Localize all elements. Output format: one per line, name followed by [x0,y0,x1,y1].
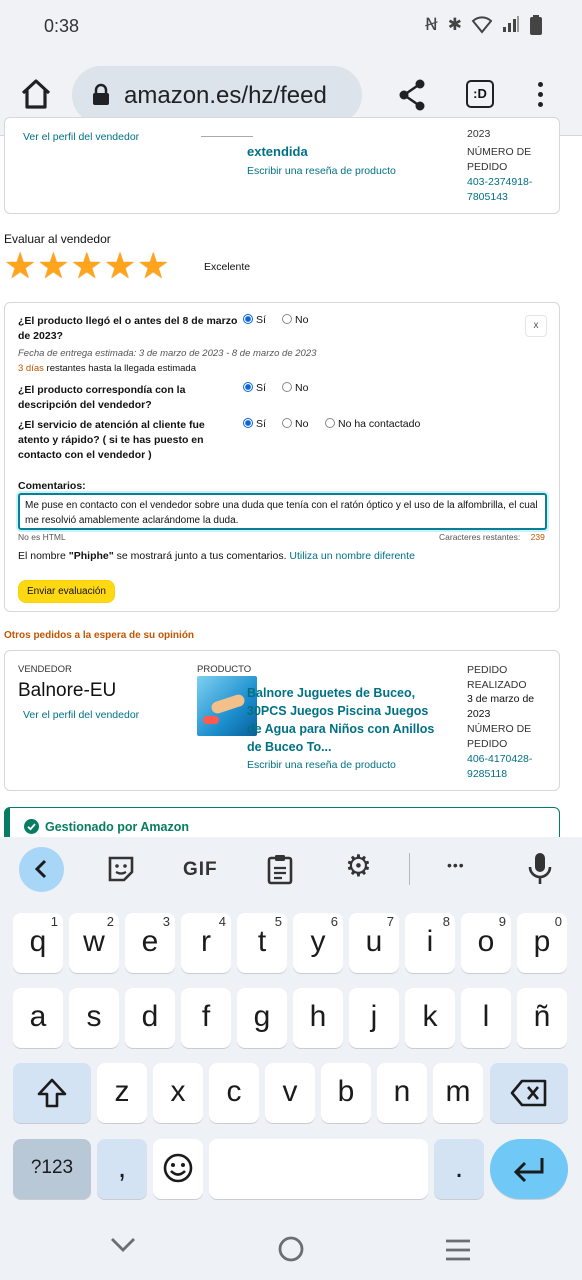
key-y[interactable] [293,913,343,973]
key-letter: y [310,925,326,958]
key-e[interactable] [125,913,175,973]
nfc-icon: Ꞥ [425,15,438,34]
q2-no-label: No [295,382,309,394]
product-image-edge [201,136,253,137]
star-icon[interactable]: ★ [4,245,37,286]
q3-no-label: No [295,418,309,430]
lock-icon [92,84,110,106]
write-review-link[interactable]: Escribir una reseña de producto [247,759,396,771]
key-letter: p [533,925,551,958]
order-number-link[interactable]: 406-4170428-9285118 [467,753,533,780]
managed-label: Gestionado por Amazon [45,820,189,834]
question-service: ¿El servicio de atención al cliente fue atento y rápido? ( si te has puesto en contacto con el vendedor ) [18,419,205,461]
radio-unselected[interactable] [325,418,335,428]
comments-label: Comentarios: [18,480,86,492]
enter-arrow-icon [512,1154,546,1184]
keyboard [0,903,582,1210]
order-card-top [4,117,560,214]
write-review-link[interactable]: Escribir una reseña de producto [247,165,396,177]
q2-no-option[interactable] [282,382,308,394]
key-number-hint: 3 [162,914,170,929]
radio-selected[interactable] [243,382,253,392]
bluetooth-icon: ✱ [447,15,462,34]
key-x[interactable]: x [153,1063,203,1123]
change-name-link[interactable]: Utiliza un nombre diferente [289,550,415,562]
toolbar-divider [409,853,410,885]
rate-seller-heading: Evaluar al vendedor [4,232,111,246]
feedback-form [4,302,560,612]
keyboard-toolbar [0,837,582,903]
q3-yes-option[interactable] [243,418,266,430]
q2-yes-label: Sí [256,382,266,394]
days-remaining-count: 3 días [18,363,44,374]
key-letter: u [365,925,383,958]
system-nav-bar [0,1210,582,1280]
backspace-key[interactable] [490,1063,568,1123]
radio-unselected[interactable] [282,418,292,428]
more-menu-icon[interactable] [530,80,550,110]
product-title-link[interactable]: Balnore Juguetes de Buceo, 30PCS Juegos Piscina Juegos de Agua para Niños con Anillos de Buceo To... [247,686,435,754]
collapse-toolbar-button[interactable] [19,847,64,892]
order-date: 3 de marzo de 2023 [467,693,535,720]
key-number-hint: 5 [274,914,282,929]
key-f[interactable]: f [181,988,231,1048]
q1-no-option[interactable] [282,314,308,326]
key-w[interactable] [69,913,119,973]
key-r[interactable] [181,913,231,973]
q3-not-contacted-label: No ha contactado [338,418,421,430]
order-card-balnore [4,650,560,791]
status-bar [0,0,582,54]
key-number-hint: 8 [442,914,450,929]
radio-unselected[interactable] [282,382,292,392]
key-letter: r [201,925,211,958]
emoji-icon [162,1152,194,1184]
no-html-note: No es HTML [18,532,66,542]
swimmer-shape [210,693,246,715]
nav-back-chevron-icon[interactable] [110,1236,136,1254]
radio-selected[interactable] [243,418,253,428]
nav-home-circle-icon[interactable] [278,1236,304,1262]
enter-key[interactable] [490,1139,568,1199]
name-note-text: El nombre [18,550,66,562]
key-number-hint: 1 [50,914,58,929]
key-letter: q [29,925,47,958]
key-number-hint: 9 [498,914,506,929]
q3-no-option[interactable] [282,418,308,430]
name-note [18,550,415,562]
symbols-key[interactable]: ?123 [13,1139,91,1199]
more-options-button[interactable]: ••• [447,857,465,873]
submit-feedback-button[interactable]: Enviar evaluación [18,580,115,603]
key-m[interactable]: m [433,1063,483,1123]
key-s[interactable]: s [69,988,119,1048]
q1-yes-label: Sí [256,314,266,326]
key-number-hint: 7 [386,914,394,929]
comments-textarea[interactable]: Me puse en contacto con el vendedor sobre una duda que tenía con el ratón óptico y el uso de la alfombrilla, el cual me resolvió amablemente aclarándome la duda. [18,493,547,530]
key-q[interactable] [13,913,63,973]
seller-profile-link[interactable]: Ver el perfil del vendedor [23,709,140,721]
settings-gear-icon[interactable]: ⚙ [345,850,372,883]
seller-name: Balnore-EU [18,680,117,701]
shift-key[interactable] [13,1063,91,1123]
q1-no-label: No [295,314,309,326]
name-note-text: se mostrará junto a tus comentarios. [116,550,287,562]
clipboard-icon[interactable] [267,853,293,885]
key-ñ[interactable]: ñ [517,988,567,1048]
shift-arrow-icon [36,1077,68,1109]
wifi-icon [472,15,492,33]
key-letter: t [257,925,267,958]
days-remaining [18,363,196,374]
question-on-time: ¿El producto llegó el o antes del 8 de marzo de 2023? [18,315,238,342]
product-header: PRODUCTO [197,664,252,675]
q3-yes-label: Sí [256,418,266,430]
radio-selected[interactable] [243,314,253,324]
chevron-left-icon [32,859,50,879]
question-description: ¿El producto correspondía con la descripción del vendedor? [18,384,186,411]
nav-recents-icon[interactable] [444,1238,472,1262]
key-number-hint: 4 [218,914,226,929]
tab-switcher-button[interactable]: :D [466,80,494,108]
seller-header: VENDEDOR [18,664,72,675]
key-k[interactable]: k [405,988,455,1048]
page-content [0,128,582,837]
order-placed-label: PEDIDO REALIZADO [467,664,527,691]
signal-icon [502,15,520,33]
toy-shape [203,716,219,724]
other-orders-heading: Otros pedidos a la espera de su opinión [4,630,195,641]
q3-not-contacted-option[interactable] [325,418,420,430]
key-h[interactable]: h [293,988,343,1048]
url-bar[interactable] [72,66,362,124]
key-o[interactable] [461,913,511,973]
days-remaining-text: restantes hasta la llegada estimada [46,363,196,374]
key-t[interactable] [237,913,287,973]
seller-profile-link[interactable]: Ver el perfil del vendedor [23,131,140,143]
check-circle-icon [24,819,39,834]
key-c[interactable]: c [209,1063,259,1123]
chars-remaining [439,532,545,542]
space-key[interactable] [209,1139,428,1199]
url-text: amazon.es/hz/feed [124,82,327,109]
q2-yes-option[interactable] [243,382,266,394]
share-icon[interactable] [398,78,428,112]
order-number-link[interactable]: 403-2374918-7805143 [467,176,533,203]
star-icon[interactable]: ★ [103,245,137,286]
star-icon[interactable]: ★ [37,245,70,286]
key-j[interactable]: j [349,988,399,1048]
status-icons [425,15,542,35]
delivery-estimate: Fecha de entrega estimada: 3 de marzo de 2023 - 8 de marzo de 2023 [18,348,317,359]
key-number-hint: 6 [330,914,338,929]
gif-button[interactable]: GIF [183,859,218,880]
key-letter: o [477,925,495,958]
key-n[interactable]: n [377,1063,427,1123]
period-key[interactable]: . [434,1139,484,1199]
product-title-link[interactable]: extendida [247,144,308,159]
key-number-hint: 0 [554,914,562,929]
key-letter: i [426,925,434,958]
order-number-label: NÚMERO DE PEDIDO [467,146,532,173]
key-u[interactable] [349,913,399,973]
key-v[interactable]: v [265,1063,315,1123]
key-a[interactable]: a [13,988,63,1048]
chars-remaining-label: Caracteres restantes: [439,532,521,542]
key-letter: w [83,925,105,958]
key-letter: e [141,925,159,958]
backspace-icon [510,1078,548,1108]
chars-remaining-count: 239 [530,532,545,542]
key-z[interactable]: z [97,1063,147,1123]
key-number-hint: 2 [106,914,114,929]
status-time: 0:38 [44,16,80,36]
radio-unselected[interactable] [282,314,292,324]
key-g[interactable]: g [237,988,287,1048]
sticker-icon[interactable] [106,854,136,884]
q1-yes-option[interactable] [243,314,266,326]
emoji-key[interactable] [153,1139,203,1199]
close-button[interactable]: x [525,315,547,337]
key-p[interactable] [517,913,567,973]
reviewer-name: "Phiphe" [68,550,114,562]
key-d[interactable]: d [125,988,175,1048]
microphone-icon[interactable] [528,852,552,886]
rating-label: Excelente [204,261,251,273]
comma-key[interactable]: , [97,1139,147,1199]
key-b[interactable]: b [321,1063,371,1123]
home-icon[interactable] [18,76,54,112]
key-i[interactable] [405,913,455,973]
key-l[interactable]: l [461,988,511,1048]
battery-icon [530,15,542,35]
order-date: 2023 [467,128,491,140]
star-icon[interactable]: ★ [137,245,170,286]
order-number-label: NÚMERO DE PEDIDO [467,723,532,750]
star-icon[interactable]: ★ [70,245,103,286]
star-rating[interactable] [4,245,170,286]
